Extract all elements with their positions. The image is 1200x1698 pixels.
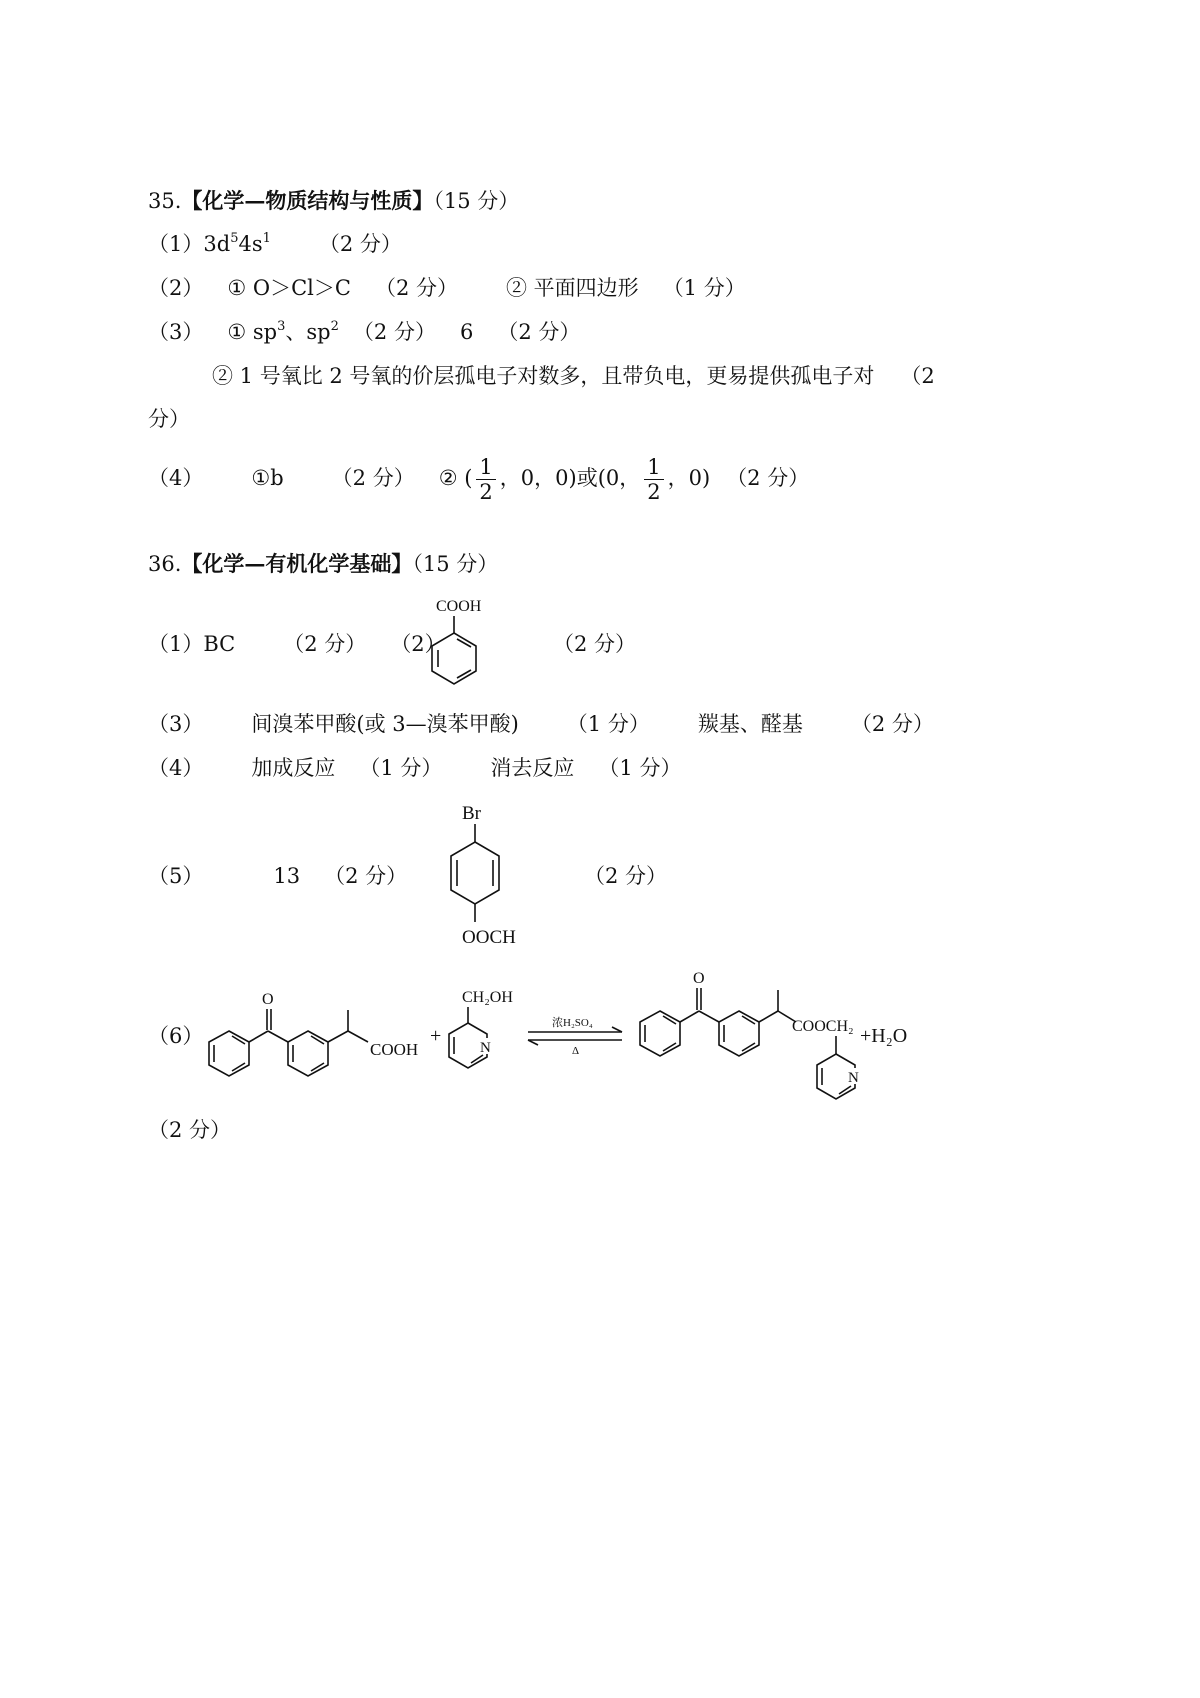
q36-number: 36. xyxy=(148,552,182,576)
q36-title: 【化学—有机化学基础】 xyxy=(181,551,413,576)
answer: 6 xyxy=(459,320,474,344)
q35-part4 xyxy=(148,455,809,504)
fraction: $\frac{1}{2}$ xyxy=(476,455,495,504)
q35-points: （15 分） xyxy=(433,189,520,213)
reactant-ketoprofen xyxy=(209,991,418,1076)
part-label: （1） xyxy=(148,232,204,256)
part-label: （3） xyxy=(148,320,204,344)
score: （1 分） xyxy=(598,756,682,780)
q36-header xyxy=(148,550,498,578)
answer: 间溴苯甲酸(或 3—溴苯甲酸) xyxy=(251,712,519,736)
answer: ② 1 号氧比 2 号氧的价层孤电子对数多，且带负电，更易提供孤电子对 xyxy=(212,364,875,388)
q35-part1 xyxy=(148,230,402,258)
score: （2 xyxy=(900,364,935,388)
heat-label: Δ xyxy=(572,1045,580,1057)
part-label: （4） xyxy=(148,756,204,780)
fraction: $\frac{1}{2}$ xyxy=(644,455,663,504)
part-label: （6） xyxy=(148,1024,204,1048)
ch2oh-group: CH₂OH xyxy=(462,989,513,1006)
acid-group: COOH xyxy=(370,1040,419,1059)
bromine-label: Br xyxy=(462,803,481,824)
electron-config: $3d^54s^1$ xyxy=(203,231,271,256)
nitrogen-label: N xyxy=(848,1070,859,1086)
hybridization: ① $sp^3$、$sp^2$ xyxy=(227,319,339,344)
bromophenyl-formate-structure xyxy=(430,798,540,958)
score: （1 分） xyxy=(662,276,746,300)
q36-part6-score xyxy=(148,1116,231,1144)
answer: 加成反应 xyxy=(251,756,336,780)
reactant-pyridinemethanol xyxy=(449,989,513,1068)
q35-part2 xyxy=(148,274,746,302)
score: （2 分） xyxy=(553,632,637,656)
coord-text: ② ( xyxy=(438,466,473,490)
q35-part3 xyxy=(148,318,580,346)
q35-part3-score-wrap xyxy=(148,405,190,433)
score: （2 分） xyxy=(318,232,402,256)
q36-part2-score xyxy=(553,630,636,658)
benzoic-acid-structure xyxy=(410,594,520,694)
q35-number: 35. xyxy=(148,189,182,213)
part-label: （5） xyxy=(148,864,204,888)
q35-part3-explanation xyxy=(212,362,935,390)
answer: 13 xyxy=(273,864,301,888)
ester-group: COOCH₂ xyxy=(792,1018,854,1035)
product-ester xyxy=(640,970,861,1099)
score: （2 分） xyxy=(148,1118,232,1142)
q36-part4 xyxy=(148,754,681,782)
score: （2 分） xyxy=(850,712,934,736)
score: （2 分） xyxy=(324,864,408,888)
part-label: （2） xyxy=(148,276,204,300)
q36-part1-2 xyxy=(148,630,446,658)
answer: ①b xyxy=(251,466,284,490)
q36-part3 xyxy=(148,710,934,738)
score: （2 分） xyxy=(352,320,436,344)
catalyst-label: 浓H₂SO₄ xyxy=(552,1017,593,1029)
part-label: （4） xyxy=(148,466,204,490)
part-label: （3） xyxy=(148,712,204,736)
answer: 消去反应 xyxy=(490,756,575,780)
answer: 羰基、醛基 xyxy=(697,712,803,736)
score: （2 分） xyxy=(497,320,581,344)
ketone-oxygen: O xyxy=(693,970,705,987)
q36-part5 xyxy=(148,862,407,890)
score: （2 分） xyxy=(331,466,415,490)
q35-header xyxy=(148,187,519,215)
answer: ② 平面四边形 xyxy=(506,276,639,300)
water-product: +H₂O xyxy=(860,1025,908,1047)
q36-points: （15 分） xyxy=(412,552,499,576)
coord-text: ，0) xyxy=(667,466,711,490)
esterification-reaction xyxy=(200,960,940,1120)
answer: ① O＞Cl＞C xyxy=(227,276,351,300)
group-label: COOH xyxy=(436,598,482,615)
q35-title: 【化学—物质结构与性质】 xyxy=(181,188,434,213)
score: （1 分） xyxy=(566,712,650,736)
score: （2 分） xyxy=(726,466,810,490)
part-label: （1）BC xyxy=(148,632,236,656)
ketone-oxygen: O xyxy=(262,991,274,1008)
formate-label: OOCH xyxy=(462,927,516,948)
score: （2 分） xyxy=(283,632,367,656)
coord-text: ，0，0)或(0， xyxy=(499,466,641,490)
nitrogen-label: N xyxy=(480,1040,491,1056)
q36-part5-score xyxy=(584,862,667,890)
reversible-arrow xyxy=(528,1015,622,1057)
score: 分） xyxy=(148,407,190,431)
score: （2 分） xyxy=(374,276,458,300)
part-label: （2） xyxy=(390,632,446,656)
score: （2 分） xyxy=(584,864,668,888)
plus-sign: + xyxy=(430,1025,442,1047)
q36-part6-label xyxy=(148,1022,203,1050)
score: （1 分） xyxy=(359,756,443,780)
